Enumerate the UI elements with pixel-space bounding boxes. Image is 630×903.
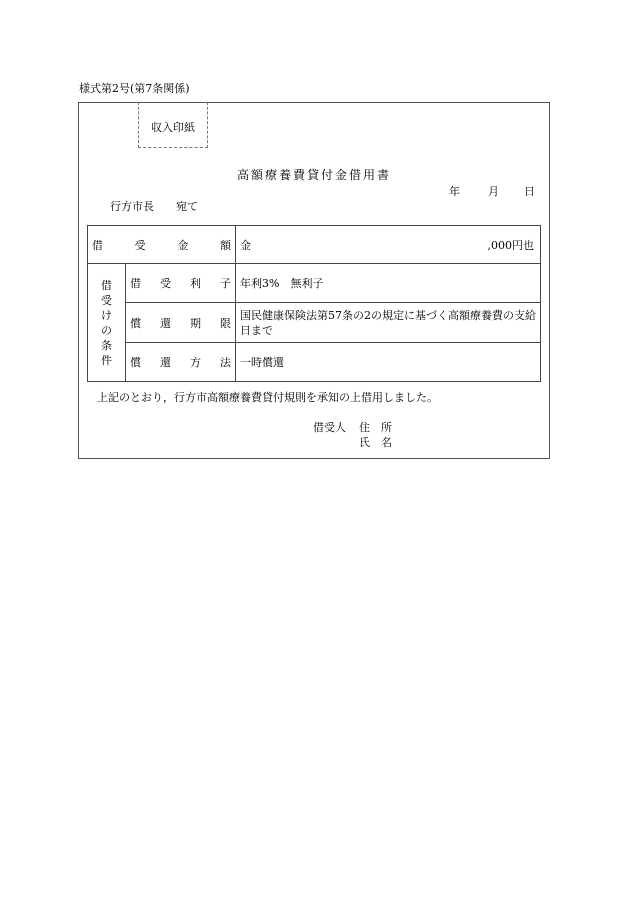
document-title: 高額療養費貸付金借用書 <box>236 168 391 182</box>
signature-block <box>313 420 403 450</box>
amount-value <box>236 226 541 264</box>
date-month: 月 <box>488 185 499 198</box>
address-label: 住所 <box>359 421 403 434</box>
table-row <box>88 264 541 303</box>
repayment-deadline-value: 国民健康保険法第57条の2の規定に基づく高額療養費の支給日まで <box>236 303 541 342</box>
table-row <box>88 342 541 381</box>
date-day: 日 <box>524 185 535 198</box>
amount-label: 借受金額 <box>88 226 236 264</box>
interest-value: 年利3% 無利子 <box>236 264 541 303</box>
borrower-role: 借受人 <box>313 421 346 434</box>
amount-suffix: ,000円也 <box>487 238 534 252</box>
loan-table <box>87 225 541 382</box>
name-label: 氏名 <box>359 436 403 449</box>
statement: 上記のとおり，行方市高額療養費貸付規則を承知の上借用しました。 <box>97 391 438 404</box>
addressee-name: 行方市長 <box>110 200 154 213</box>
revenue-stamp-box: 収入印紙 <box>138 102 208 148</box>
form-id: 様式第2号(第7条関係) <box>79 82 190 95</box>
repayment-method-label: 償還方法 <box>126 342 236 381</box>
repayment-deadline-label: 償還期限 <box>126 303 236 342</box>
table-row <box>88 303 541 342</box>
loan-form <box>78 102 550 459</box>
table-row <box>88 226 541 264</box>
repayment-method-value: 一時償還 <box>236 342 541 381</box>
amount-prefix: 金 <box>240 238 251 252</box>
addressee-suffix: 宛て <box>176 200 198 213</box>
addressee <box>110 198 198 214</box>
date-line <box>449 183 535 199</box>
date-year: 年 <box>449 185 460 198</box>
interest-label: 借受利子 <box>126 264 236 303</box>
conditions-label: 借 受 け の 条 件 <box>88 264 126 382</box>
